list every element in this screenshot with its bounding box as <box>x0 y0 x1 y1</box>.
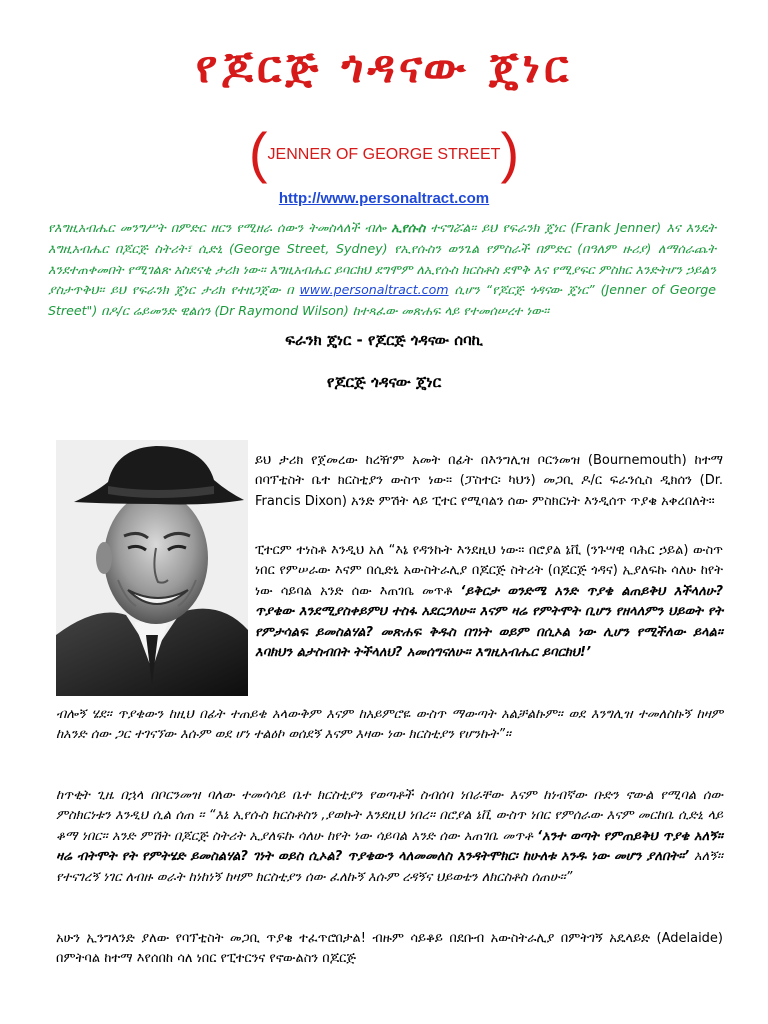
section-heading: ፍራንክ ጄነር - የጆርጅ ጎዳናው ሰባኪ <box>285 331 483 349</box>
paragraph-2-intro: ፒተርም ተነስቶ እንዲህ አለ “እኔ የዳንኩት እንደዚህ ነው። በሮያል ኔቪ (ንጉሣዊ ባሕር ኃይል) ውስጥ ነበር የምሠራው እናም በሲድኒ አውስትራሊያ በጆርጅ ስትሪት (በጆርጅ ጎዳና) ኢያለፍኩ ሳለሁ ከየት ነው ሳይባል አንድ ሰው እጠገቤ መጥቶ <box>255 543 723 599</box>
website-link[interactable]: http://www.personaltract.com <box>278 190 490 207</box>
subtitle-text: JENNER OF GEORGE STREET <box>267 145 501 163</box>
paragraph-3-quote: ‘አንተ ወጣት የምጠይቅህ ጥያቄ አለኝ። ዛሬ ብትሞት የት የምትሄድ ይመስልሃል? ገነት ወይስ ሲኦል? ጥያቄውን ላለመመለስ እንዳትሞክር፡ ከሁለቱ አንዱ ነው መሆን ያለበት።’ <box>56 828 724 865</box>
intro-part3: ሲሆን “የጆርጅ ጎዳናው ጄነር” (Jenner of George Street") በዶ/ር ሬይመንድ ዊልሰን (Dr Raymond Wilson) ከተጻፈው መጽሐፍ ላይ የተመሰሠረተ ነው። <box>48 282 716 319</box>
paragraph-2 <box>255 541 723 663</box>
intro-part2: ተናግሯል። ይህ የፍራንክ ጄነር (Frank Jenner) እና እንዴት እግዚአብሔር በጆርጅ ስትሪት፣ ሲድኒ (George Street, Sydney) የኢየሱስን ወንጌል የምስራች በምድር (በዓለም ዙሪያ) ለማሰራጨት እንደተጠቀመበት የሚገልጽ አስደናቂ ታሪክ ነው። እግዚአብሔር ይባርክህ ደግሞም ለኢየሱስ ክርስቶስ ደሞቅ እና የሚያፍር ምስክር እንድትሆን ኃይልን ያስታጥቅህ። ይህ የፍራንክ ጄነር ታሪክ የተዘጋጀው በ <box>48 220 716 298</box>
document-title: የጆርጅ ጎዳናው ጄነር <box>195 42 573 93</box>
paragraph-4: አሁን ኢንግላንድ ያለው የባፕቲስት መጋቢ ጥያቄ ተፈጥሮበታል! ብዙም ሳይቆይ በደቡብ አውስትራሊያ በምትገኝ አዴላይድ (Adelaide) በምትባል ከተማ እየሰበከ ሳለ ነበር የፒተርንና የኖውልስን በጆርጅ <box>56 931 723 967</box>
subtitle-close-paren: ) <box>500 121 520 184</box>
document-subtitle <box>0 120 768 185</box>
intro-part1: የእግዚአብሔር መንግሥት በምድር ዘርን የሚዘራ ሰውን ትመስላለች ብሎ <box>48 220 392 235</box>
intro-paragraph <box>48 218 716 322</box>
paragraph-1: ይህ ታሪክ የጀመረው ከረዥም አመት በፊት በእንግሊዝ ቦርንመዝ (Bournemouth) ከተማ በባፕቲስት ቤተ ክርስቲያን ውስጥ ነው። (ፓስተር፡ ካህን) መጋቢ ዶ/ር ፍራንሲስ ዲክሰን (Dr. Francis Dixon) አንድ ምሽት ላይ ፒተር የሚባልን ሰው ምስክርነት እንዲሰጥ ጥያቄ አቀረበለት። <box>255 453 723 509</box>
story-heading: የጆርጅ ጎዳናው ጄነር <box>326 373 442 391</box>
paragraph-3-intro: ከጥቂት ጊዜ በኋላ በቦርንመዝ ባለው ተመሳሳይ ቤተ ክርስቲያን የወጣቶች ስብሰባ ነበራቸው እናም ከነብኛው ቡድን ኖውል የሚባል ሰው ምስክርነቱን እንዲህ ሲል ሰጠ ። “እኔ ኢየሱስ ክርስቶስን ,ያወኩት እንደዚህ ነበረ። በሮያል ኔቪ ውስጥ ነበር የምሰራው እናም መርከቤ ሲድኒ ላይ ቆማ ነበር። አንድ ምሽት በጆርጅ ስትሪት ኢያለፍኩ ሳለሁ ከየት ነው ሳይባል አንድ ሰው አጠገቤ መጥቶ <box>56 788 723 844</box>
paragraph-3 <box>56 786 723 888</box>
paragraph-2-quote: ‘ይቅርታ ወንድሜ አንድ ጥያቄ ልጠይቅህ እችላለሁ? ጥያቄው እንደሚያስቀይምህ ተስፋ አደርጋለሁ። እናም ዛሬ የምትሞት ቢሆን የዘላለምን ህይወት የት የምታሳልፍ ይመስልሃል? መጽሐፍ ቅዱስ በገነት ወይም በሲኦል ነው ሊሆን የሚችለው ይላል። እባክህን ልታስብበት ትችላለህ? አመሰግናለሁ። እግዚአብሔር ይባርክህ!’ <box>255 583 723 661</box>
intro-bold-jesus: ኢየሱስ <box>391 220 426 235</box>
paragraph-2-continuation: ብሎኝ ሄደ። ጥያቄውን ከዚህ በፊት ተጠይቄ አላውቅም እናም ከአይምሮዬ ውስጥ ማውጣት አልቻልኩም። ወደ እንግሊዝ ተመለስኩኝ ከዛም ከአንድ ሰው ጋር ተገናኘው እሱም ወደ ሆነ ተልዕኮ ወሰደኝ እናም እዛው ነው ክርስቲያን የሆንኩት”። <box>56 707 723 743</box>
paragraph-3-end: አለኝ። የተናገረኝ ነገር ለብዙ ወራት ከነከነኝ ከዛም ክርስቲያን ሰው ፈለኩኝ እሱም ረዳኝና ህይወቴን ለክርስቶስ ሰጠሁ።” <box>56 849 724 885</box>
frank-jenner-photo <box>56 440 248 696</box>
subtitle-open-paren: ( <box>248 121 268 184</box>
intro-link[interactable]: www.personaltract.com <box>299 282 449 298</box>
